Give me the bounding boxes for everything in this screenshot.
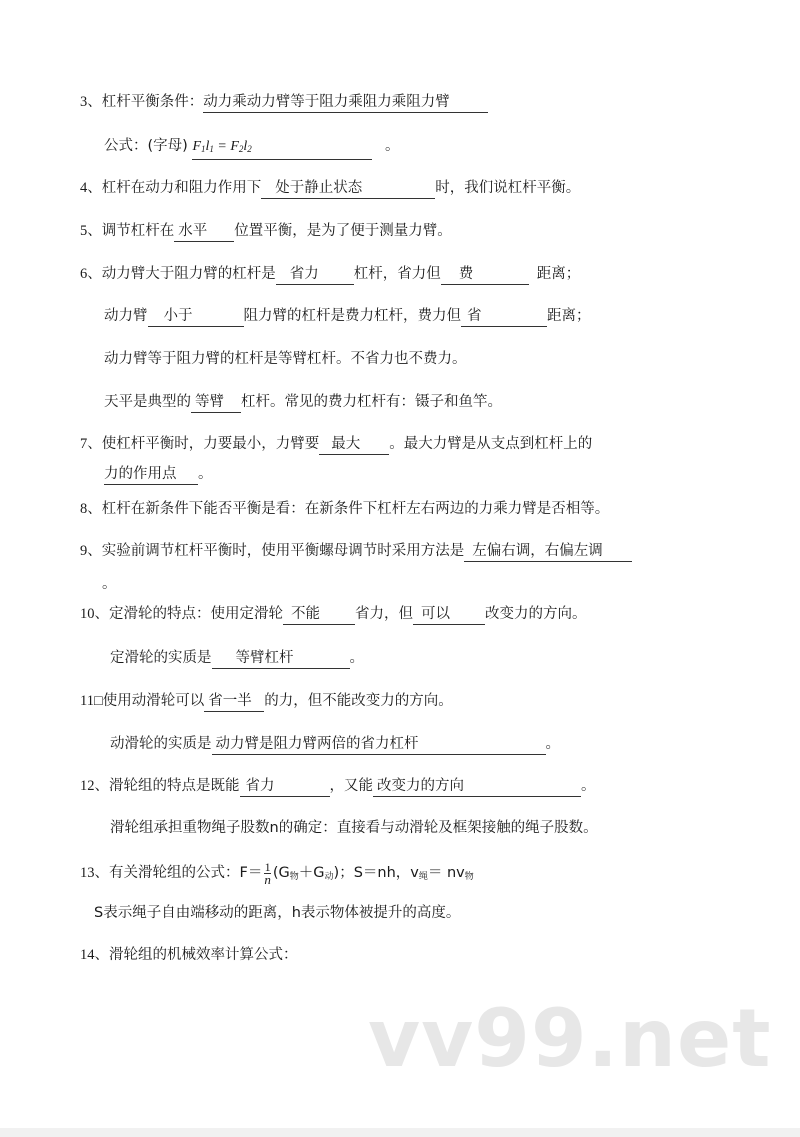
answer-blank: 改变力的方向 [373, 778, 581, 797]
answer-blank: 省力 [240, 778, 330, 797]
item-6: 6、动力臂大于阻力臂的杠杆是 省力 杠杆，省力但 费 距离； [80, 264, 580, 285]
item-7: 7、使杠杆平衡时，力要最小，力臂要 最大 。最大力臂是从支点到杠杆上的 [80, 434, 592, 455]
item-6-line4: 天平是典型的 等臂 杠杆。常见的费力杠杆有：镊子和鱼竿。 [104, 392, 502, 413]
item-12: 12、滑轮组的特点是既能 省力 ，又能 改变力的方向 。 [80, 776, 596, 797]
answer-blank: 等臂 [191, 394, 241, 413]
item-12-line2: 滑轮组承担重物绳子股数n的确定：直接看与动滑轮及框架接触的绳子股数。 [110, 820, 598, 836]
item-11: 11□使用动滑轮可以 省一半 的力，但不能改变力的方向。 [80, 691, 453, 712]
answer-blank: 小于 [148, 308, 244, 327]
answer-blank: 省一半 [204, 693, 264, 712]
answer-blank: 最大 [319, 436, 389, 455]
item-10: 10、定滑轮的特点：使用定滑轮 不能 省力，但 可以 改变力的方向。 [80, 604, 587, 625]
item-7-line2: 力的作用点 。 [104, 464, 213, 485]
item-8: 8、杠杆在新条件下能否平衡是看：在新条件下杠杆左右两边的力乘力臂是否相等。 [80, 501, 610, 517]
item-14: 14、滑轮组的机械效率计算公式： [80, 947, 298, 963]
item-9: 9、实验前调节杠杆平衡时，使用平衡螺母调节时采用方法是 左偏右调，右偏左调 [80, 541, 632, 562]
answer-blank: 处于静止状态 [261, 180, 435, 199]
item-3: 3、杠杆平衡条件：动力乘动力臂等于阻力乘阻力乘阻力臂 [80, 92, 488, 113]
answer-blank: 省力 [276, 266, 354, 285]
item-5: 5、调节杠杆在 水平 位置平衡，是为了便于测量力臂。 [80, 221, 452, 242]
item-11-line2: 动滑轮的实质是 动力臂是阻力臂两倍的省力杠杆 。 [110, 734, 560, 755]
answer-blank: 左偏右调，右偏左调 [464, 543, 632, 562]
answer-blank: 水平 [174, 223, 234, 242]
item-13: 13、有关滑轮组的公式：F＝ $\frac{1}{n}$ $(G_物+G_动)$；S＝nh，$v_绳= nv_物$ [80, 859, 474, 887]
answer-blank: 省 [461, 308, 547, 327]
item-3-formula: 公式：(字母) $F_1l_1 = F_2l_2$ 。 [104, 136, 400, 160]
answer-blank: 等臂杠杆 [212, 650, 350, 669]
answer-blank: 动力乘动力臂等于阻力乘阻力乘阻力臂 [203, 94, 488, 113]
answer-blank: 力的作用点 [104, 466, 198, 485]
answer-blank: 可以 [413, 606, 485, 625]
answer-blank: 费 [441, 266, 529, 285]
item-10-line2: 定滑轮的实质是 等臂杠杆 。 [110, 648, 364, 669]
item-6-line2: 动力臂 小于 阻力臂的杠杆是费力杠杆，费力但 省 距离； [104, 306, 591, 327]
answer-blank: 动力臂是阻力臂两倍的省力杠杆 [212, 736, 546, 755]
watermark: vv99.net [368, 992, 772, 1085]
item-9-line2: 。 [102, 576, 117, 592]
answer-blank: 不能 [283, 606, 355, 625]
item-4: 4、杠杆在动力和阻力作用下 处于静止状态 时，我们说杠杆平衡。 [80, 178, 580, 199]
item-6-line3: 动力臂等于阻力臂的杠杆是等臂杠杆。不省力也不费力。 [104, 351, 467, 367]
item-13-line2: S表示绳子自由端移动的距离，h表示物体被提升的高度。 [94, 905, 461, 921]
fraction: $\frac{1}{n}$ [264, 859, 271, 887]
formula-blank: $F_1l_1 = F_2l_2$ [192, 138, 372, 160]
